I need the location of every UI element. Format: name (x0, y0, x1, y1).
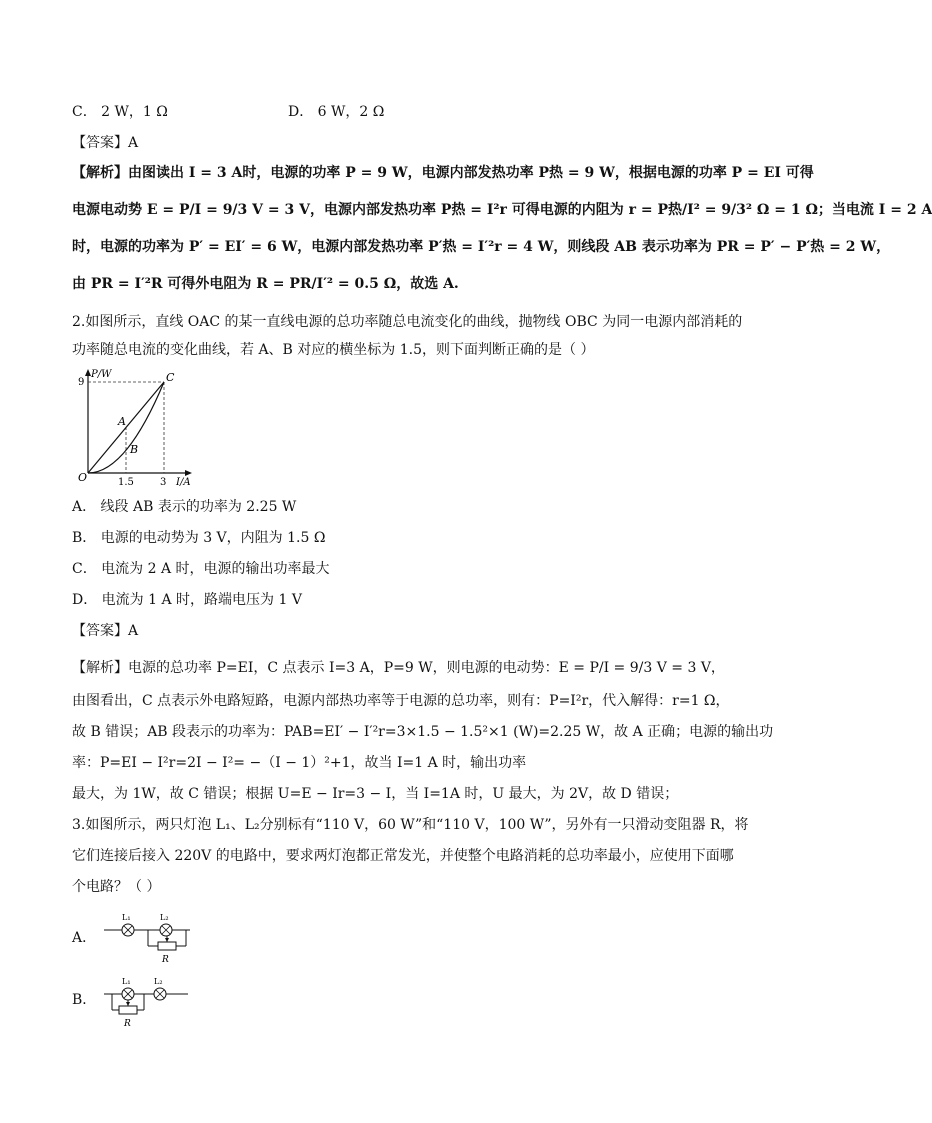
q2-analysis-line-2: 由图看出，C 点表示外电路短路，电源内部热功率等于电源的总功率，则有：P=I²r，代入解得：r=1 Ω， (72, 693, 730, 709)
q3-stem-line-2: 它们连接后接入 220V 的电路中，要求两灯泡都正常发光，并使整个电路消耗的总功率最小，应使用下面哪 (72, 848, 734, 864)
q2-power-current-graph (72, 365, 202, 490)
y-axis-label: P/W (91, 369, 112, 380)
l2-label: L₂ (160, 913, 169, 922)
l2-label: L₂ (154, 977, 163, 986)
q3-stem-line-3: 个电路？（ ） (72, 879, 161, 895)
l1-label: L₁ (122, 913, 131, 922)
q1-option-d: D． 6 W，2 Ω (288, 104, 385, 120)
l1-label: L₁ (122, 977, 131, 986)
q2-analysis-line-3: 故 B 错误；AB 段表示的功率为：PAB=EI′ − I′²r=3×1.5 − 1.5²×1 (W)=2.25 W，故 A 正确；电源的输出功 (72, 724, 774, 740)
q2-option-c: C． 电流为 2 A 时，电源的输出功率最大 (72, 561, 330, 577)
q2-option-a: A． 线段 AB 表示的功率为 2.25 W (72, 499, 297, 515)
point-c-label: C (166, 371, 175, 384)
q2-analysis-line-1: 【解析】电源的总功率 P=EI，C 点表示 I=3 A，P=9 W，则电源的电动势：E = P/I = 9/3 V = 3 V， (72, 660, 725, 676)
x-tick-3: 3 (160, 477, 167, 488)
q3-circuit-a-label: A． (72, 930, 97, 946)
point-a-label: A (118, 415, 126, 428)
rheostat-icon (158, 942, 176, 950)
q2-analysis-line-5: 最大，为 1W，故 C 错误；根据 U=E − Ir=3 − I，当 I=1A 时，U 最大，为 2V，故 D 错误； (72, 786, 679, 802)
q2-answer: 【答案】A (72, 623, 139, 639)
q2-analysis-line-4: 率：P=EI − I²r=2I − I²= −（I − 1）²+1，故当 I=1 A 时，输出功率 (72, 755, 527, 771)
q1-option-c: C． 2 W，1 Ω (72, 104, 168, 120)
q1-analysis-line-4: 由 PR = I′²R 可得外电阻为 R = PR/I′² = 0.5 Ω，故选 A. (72, 276, 459, 292)
q2-option-d: D． 电流为 1 A 时，路端电压为 1 V (72, 592, 302, 608)
x-axis-arrow (185, 470, 192, 476)
origin-label: O (78, 471, 88, 484)
q3-circuit-b-label: B． (72, 992, 97, 1008)
q3-circuit-a (100, 908, 200, 966)
r-label: R (124, 1019, 131, 1029)
q1-analysis-line-2: 电源电动势 E = P/I = 9/3 V = 3 V，电源内部发热功率 P热 = I²r 可得电源的内阻为 r = P热/I² = 9/3² Ω = 1 Ω；当电流 I = 2 A (72, 202, 932, 218)
q2-stem-line-1: 2.如图所示，直线 OAC 的某一直线电源的总功率随总电流变化的曲线，抛物线 OBC 为同一电源内部消耗的 (72, 314, 743, 330)
r-label: R (162, 955, 169, 965)
q1-analysis-line-1: 【解析】由图读出 I = 3 A时，电源的功率 P = 9 W，电源内部发热功率 P热 = 9 W，根据电源的功率 P = EI 可得 (72, 165, 814, 181)
x-tick-1-5: 1.5 (118, 477, 134, 488)
y-tick-9: 9 (78, 377, 85, 388)
q1-analysis-line-3: 时，电源的功率为 P′ = EI′ = 6 W，电源内部发热功率 P′热 = I′²r = 4 W，则线段 AB 表示功率为 PR = P′ − P′热 = 2 W， (72, 239, 891, 255)
q1-answer: 【答案】A (72, 135, 139, 151)
point-b-label: B (130, 443, 139, 456)
q2-option-b: B． 电源的电动势为 3 V，内阻为 1.5 Ω (72, 530, 326, 546)
x-axis-label: I/A (176, 477, 191, 488)
q2-stem-line-2: 功率随总电流的变化曲线，若 A、B 对应的横坐标为 1.5，则下面判断正确的是（ ） (72, 342, 595, 358)
q3-circuit-b (100, 972, 200, 1030)
rheostat-icon (119, 1006, 137, 1014)
q3-stem-line-1: 3.如图所示，两只灯泡 L₁、L₂分别标有“110 V，60 W”和“110 V，100 W”，另外有一只滑动变阻器 R，将 (72, 817, 749, 833)
